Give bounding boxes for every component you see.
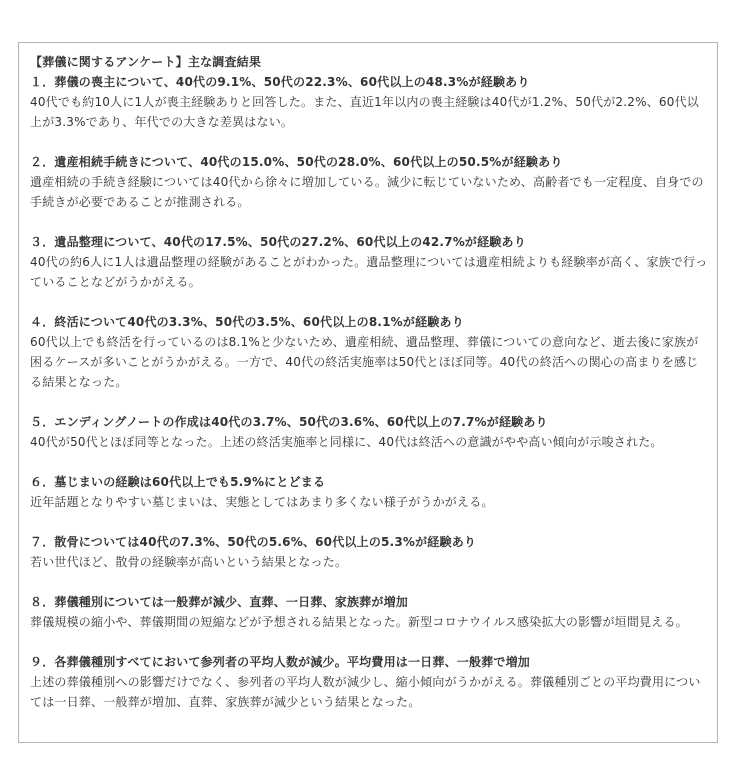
page-title: 【葬儀に関するアンケート】主な調査結果 <box>30 55 262 69</box>
result-body: 40代でも約10人に1人が喪主経験ありと回答した。また、直近1年以内の喪主経験は40代が1.2%、50代が2.2%、60代以上が3.3%であり、年代での大きな差異はない。 <box>30 95 699 129</box>
result-body: 40代の約6人に1人は遺品整理の経験があることがわかった。遺品整理については遺産相続よりも経験率が高く、家族で行っていることなどがうかがえる。 <box>30 255 708 289</box>
result-body: 上述の葬儀種別への影響だけでなく、参列者の平均人数が減少し、縮小傾向がうかがえる。葬儀種別ごとの平均費用については一日葬、一般葬が増加、直葬、家族葬が減少という結果となった。 <box>30 675 701 709</box>
result-body: 葬儀規模の縮小や、葬儀期間の短縮などが予想される結果となった。新型コロナウイルス感染拡大の影響が垣間見える。 <box>30 615 688 629</box>
survey-results <box>30 52 710 712</box>
result-heading: ２．遺産相続手続きについて、40代の15.0%、50代の28.0%、60代以上の50.5%が経験あり <box>30 155 563 169</box>
result-heading: ３．遺品整理について、40代の17.5%、50代の27.2%、60代以上の42.7%が経験あり <box>30 235 526 249</box>
result-item-4 <box>30 312 710 392</box>
result-body: 近年話題となりやすい墓じまいは、実態としてはあまり多くない様子がうかがえる。 <box>30 495 494 509</box>
result-body: 遺産相続の手続き経験については40代から徐々に増加している。減少に転じていないため、高齢者でも一定程度、自身での手続きが必要であることが推測される。 <box>30 175 704 209</box>
result-heading: ７．散骨については40代の7.3%、50代の5.6%、60代以上の5.3%が経験あり <box>30 535 477 549</box>
result-heading: ８．葬儀種別については一般葬が減少、直葬、一日葬、家族葬が増加 <box>30 595 408 609</box>
result-item-7 <box>30 532 710 572</box>
result-item-5 <box>30 412 710 452</box>
result-body: 60代以上でも終活を行っているのは8.1%と少ないため、遺産相続、遺品整理、葬儀についての意向など、逝去後に家族が困るケースが多いことがうかがえる。一方で、40代の終活実施率は50代とほぼ同等。40代の終活への関心の高まりを感じる結果となった。 <box>30 335 699 389</box>
result-heading: ５．エンディングノートの作成は40代の3.7%、50代の3.6%、60代以上の7.7%が経験あり <box>30 415 548 429</box>
result-item-3 <box>30 232 710 292</box>
result-body: 若い世代ほど、散骨の経験率が高いという結果となった。 <box>30 555 348 569</box>
result-item-6 <box>30 472 710 512</box>
result-heading: ４．終活について40代の3.3%、50代の3.5%、60代以上の8.1%が経験あり <box>30 315 464 329</box>
result-heading: ９．各葬儀種別すべてにおいて参列者の平均人数が減少。平均費用は一日葬、一般葬で増加 <box>30 655 530 669</box>
result-item-9 <box>30 652 710 712</box>
result-heading: １．葬儀の喪主について、40代の9.1%、50代の22.3%、60代以上の48.3%が経験あり <box>30 75 530 89</box>
result-item-2 <box>30 152 710 212</box>
result-heading: ６．墓じまいの経験は60代以上でも5.9%にとどまる <box>30 475 326 489</box>
result-body: 40代が50代とほぼ同等となった。上述の終活実施率と同様に、40代は終活への意識がやや高い傾向が示唆された。 <box>30 435 663 449</box>
result-item-1 <box>30 72 710 132</box>
result-item-8 <box>30 592 710 632</box>
